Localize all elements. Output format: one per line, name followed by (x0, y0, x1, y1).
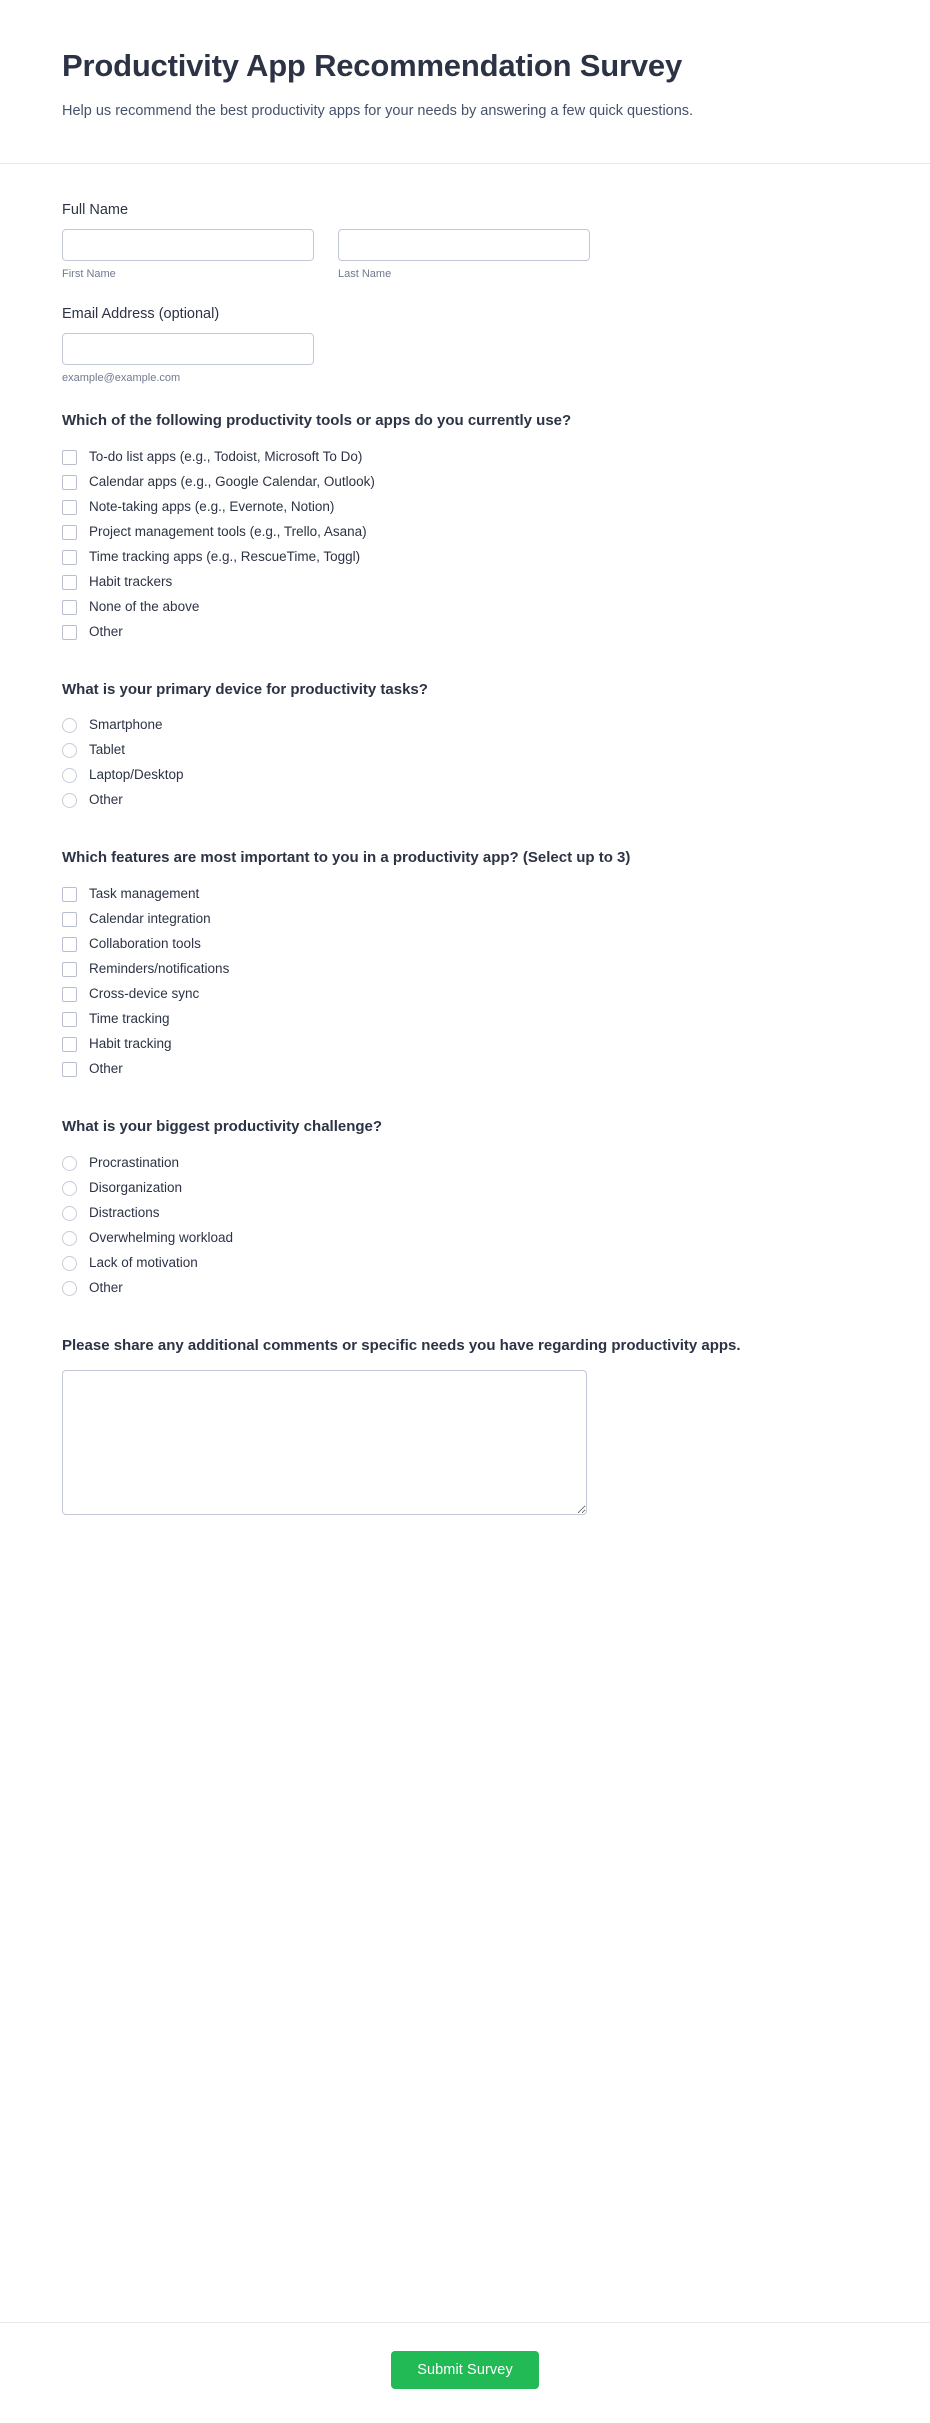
checkbox-option-label: None of the above (89, 598, 200, 614)
checkbox-option-label: Calendar integration (89, 911, 211, 927)
field-email (62, 306, 868, 384)
radio-option-label: Lack of motivation (89, 1254, 198, 1270)
last-name-column (338, 229, 590, 280)
checkbox-option[interactable] (62, 1007, 868, 1032)
checkbox-option-label: Time tracking (89, 1011, 170, 1027)
checkbox-option[interactable] (62, 570, 868, 595)
checkbox-icon[interactable] (62, 962, 77, 977)
radio-option-label: Distractions (89, 1204, 160, 1220)
radio-option-label: Other (89, 792, 123, 808)
checkbox-option[interactable] (62, 1057, 868, 1082)
checkbox-icon[interactable] (62, 912, 77, 927)
radio-option-label: Smartphone (89, 717, 163, 733)
email-sub-label: example@example.com (62, 371, 181, 384)
radio-icon[interactable] (62, 718, 77, 733)
checkbox-icon[interactable] (62, 500, 77, 515)
checkbox-option[interactable] (62, 445, 868, 470)
field-full-name (62, 202, 868, 280)
additional-comments-textarea[interactable] (62, 1370, 587, 1515)
checkbox-option-label: Reminders/notifications (89, 961, 230, 977)
checkbox-option-label: Time tracking apps (e.g., RescueTime, Toggl) (89, 548, 361, 564)
radio-option[interactable] (62, 1226, 868, 1251)
full-name-row (62, 229, 868, 280)
radio-option-label: Procrastination (89, 1154, 180, 1170)
first-name-sub-label: First Name (62, 267, 116, 280)
radio-icon[interactable] (62, 1231, 77, 1246)
form-header (0, 0, 930, 164)
radio-option[interactable] (62, 713, 868, 738)
checkbox-icon[interactable] (62, 1037, 77, 1052)
checkbox-option[interactable] (62, 495, 868, 520)
radio-option[interactable] (62, 738, 868, 763)
checkbox-option[interactable] (62, 470, 868, 495)
radio-icon[interactable] (62, 768, 77, 783)
full-name-label: Full Name (62, 201, 129, 218)
first-name-column (62, 229, 314, 280)
radio-option[interactable] (62, 1251, 868, 1276)
checkbox-option-label: Collaboration tools (89, 936, 201, 952)
radio-option-label: Overwhelming workload (89, 1229, 234, 1245)
question-current-tools (62, 410, 868, 645)
checkbox-icon[interactable] (62, 625, 77, 640)
checkbox-icon[interactable] (62, 575, 77, 590)
question-label: Which features are most important to you in a productivity app? (Select up to 3) (62, 849, 631, 867)
checkbox-option[interactable] (62, 620, 868, 645)
radio-option[interactable] (62, 763, 868, 788)
last-name-input[interactable] (338, 229, 590, 261)
checkbox-option-label: Habit trackers (89, 573, 173, 589)
checkbox-icon[interactable] (62, 1062, 77, 1077)
checkbox-option-label: Project management tools (e.g., Trello, Asana) (89, 523, 367, 539)
checkbox-icon[interactable] (62, 475, 77, 490)
checkbox-option-label: Cross-device sync (89, 986, 200, 1002)
radio-icon[interactable] (62, 1256, 77, 1271)
question-important-features (62, 847, 868, 1082)
checkbox-option[interactable] (62, 520, 868, 545)
checkbox-option[interactable] (62, 545, 868, 570)
checkbox-icon[interactable] (62, 937, 77, 952)
email-label: Email Address (optional) (62, 305, 220, 322)
checkbox-icon[interactable] (62, 887, 77, 902)
checkbox-option[interactable] (62, 595, 868, 620)
checkbox-option-label: Habit tracking (89, 1036, 172, 1052)
radio-icon[interactable] (62, 1156, 77, 1171)
checkbox-option[interactable] (62, 957, 868, 982)
checkbox-option-label: Calendar apps (e.g., Google Calendar, Outlook) (89, 473, 375, 489)
radio-group-biggest-challenge (62, 1151, 868, 1301)
checkbox-option[interactable] (62, 907, 868, 932)
question-label: Please share any additional comments or specific needs you have regarding productivity apps. (62, 1336, 741, 1354)
radio-icon[interactable] (62, 1181, 77, 1196)
checkbox-option-label: Other (89, 1061, 123, 1077)
question-label: What is your primary device for productivity tasks? (62, 680, 428, 698)
radio-option-label: Laptop/Desktop (89, 767, 184, 783)
email-input[interactable] (62, 333, 314, 365)
radio-option-label: Tablet (89, 742, 126, 758)
question-primary-device (62, 679, 868, 814)
checkbox-option[interactable] (62, 982, 868, 1007)
radio-option[interactable] (62, 788, 868, 813)
radio-option-label: Disorganization (89, 1179, 183, 1195)
radio-icon[interactable] (62, 1206, 77, 1221)
checkbox-option[interactable] (62, 1032, 868, 1057)
checkbox-option-label: Note-taking apps (e.g., Evernote, Notion) (89, 498, 335, 514)
checkbox-icon[interactable] (62, 1012, 77, 1027)
submit-survey-button[interactable]: Submit Survey (391, 2351, 539, 2389)
radio-icon[interactable] (62, 743, 77, 758)
form-footer (0, 2322, 930, 2423)
question-label: What is your biggest productivity challenge? (62, 1118, 383, 1136)
radio-option[interactable] (62, 1201, 868, 1226)
checkbox-option[interactable] (62, 932, 868, 957)
checkbox-icon[interactable] (62, 987, 77, 1002)
radio-group-primary-device (62, 713, 868, 813)
question-biggest-challenge (62, 1116, 868, 1301)
question-label: Which of the following productivity tools or apps do you currently use? (62, 411, 572, 429)
checkbox-group-current-tools (62, 445, 868, 645)
checkbox-icon[interactable] (62, 525, 77, 540)
last-name-sub-label: Last Name (338, 267, 392, 280)
form-body (0, 164, 930, 2322)
radio-option[interactable] (62, 1276, 868, 1301)
checkbox-group-important-features (62, 882, 868, 1082)
checkbox-option-label: Task management (89, 886, 200, 902)
page-title: Productivity App Recommendation Survey (62, 48, 682, 83)
question-additional-comments (62, 1335, 868, 1515)
checkbox-option[interactable] (62, 882, 868, 907)
checkbox-option-label: Other (89, 623, 123, 639)
radio-option[interactable] (62, 1151, 868, 1176)
radio-icon[interactable] (62, 793, 77, 808)
radio-option[interactable] (62, 1176, 868, 1201)
radio-icon[interactable] (62, 1281, 77, 1296)
first-name-input[interactable] (62, 229, 314, 261)
page-subtitle: Help us recommend the best productivity apps for your needs by answering a few quick questions. (62, 103, 694, 120)
checkbox-icon[interactable] (62, 600, 77, 615)
checkbox-option-label: To-do list apps (e.g., Todoist, Microsoft To Do) (89, 448, 363, 464)
checkbox-icon[interactable] (62, 550, 77, 565)
radio-option-label: Other (89, 1279, 123, 1295)
checkbox-icon[interactable] (62, 450, 77, 465)
